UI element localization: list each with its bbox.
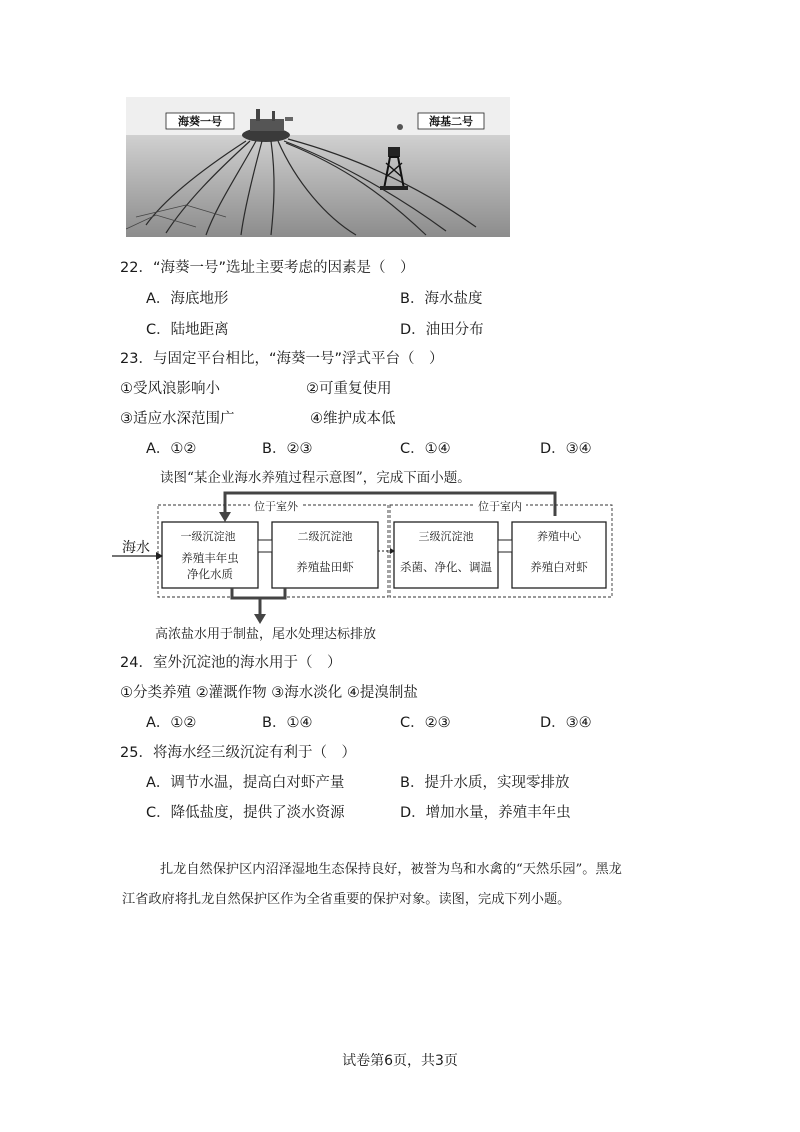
diagram-intro: 读图“某企业海水养殖过程示意图”，完成下面小题。 — [160, 470, 471, 486]
q22-option-d[interactable]: D．油田分布 — [400, 322, 484, 338]
q24-option-b[interactable]: B．①④ — [262, 715, 313, 731]
box3-body: 杀菌、净化、调温 — [400, 560, 492, 574]
box4-body: 养殖白对虾 — [530, 560, 588, 574]
photo-label-left: 海葵一号 — [178, 115, 222, 128]
question-25-stem: 25．将海水经三级沉淀有利于（ ） — [120, 745, 356, 761]
aquaculture-flow-diagram — [110, 470, 620, 630]
page-footer: 试卷第6页，共3页 — [342, 1053, 458, 1069]
box2-title: 二级沉淀池 — [297, 530, 353, 543]
q24-option-a[interactable]: A．①② — [146, 715, 197, 731]
question-24-stem: 24．室外沉淀池的海水用于（ ） — [120, 655, 342, 671]
box1-line2: 净化水质 — [187, 567, 233, 581]
photo-label-right: 海基二号 — [429, 115, 473, 128]
seawater-inlet-label: 海水 — [122, 540, 150, 556]
section-intro-line2: 江省政府将扎龙自然保护区作为全省重要的保护对象。读图，完成下列小题。 — [122, 892, 571, 907]
q24-statements: ①分类养殖 ②灌溉作物 ③海水淡化 ④提溴制盐 — [120, 685, 418, 701]
box3-title: 三级沉淀池 — [418, 530, 474, 543]
q24-option-c[interactable]: C．②③ — [400, 715, 451, 731]
q23-statement-3: ③适应水深范围广 — [120, 411, 235, 427]
question-23-stem: 23．与固定平台相比，“海葵一号”浮式平台（ ） — [120, 351, 444, 367]
q25-option-a[interactable]: A．调节水温，提高白对虾产量 — [146, 775, 345, 791]
box4-title: 养殖中心 — [537, 530, 581, 543]
q23-statement-2: ②可重复使用 — [306, 381, 392, 397]
q22-option-c[interactable]: C．陆地距离 — [146, 322, 229, 338]
q25-option-b[interactable]: B．提升水质，实现零排放 — [400, 775, 570, 791]
q25-option-c[interactable]: C．降低盐度，提供了淡水资源 — [146, 805, 345, 821]
question-22-stem: 22．“海葵一号”选址主要考虑的因素是（ ） — [120, 260, 415, 276]
q25-option-d[interactable]: D．增加水量，养殖丰年虫 — [400, 805, 571, 821]
zone-indoor-label: 位于室内 — [478, 500, 522, 513]
section-intro-line1: 扎龙自然保护区内沼泽湿地生态保持良好，被誉为鸟和水禽的“天然乐园”。黑龙 — [160, 862, 622, 877]
q23-statement-1: ①受风浪影响小 — [120, 381, 220, 397]
zone-outdoor-label: 位于室外 — [254, 500, 298, 513]
diagram-caption: 高浓盐水用于制盐，尾水处理达标排放 — [155, 627, 377, 642]
box1-title: 一级沉淀池 — [180, 530, 236, 543]
q22-option-a[interactable]: A．海底地形 — [146, 291, 229, 307]
q23-option-d[interactable]: D．③④ — [540, 441, 592, 457]
q24-option-d[interactable]: D．③④ — [540, 715, 592, 731]
q23-option-c[interactable]: C．①④ — [400, 441, 451, 457]
q23-option-a[interactable]: A．①② — [146, 441, 197, 457]
q23-option-b[interactable]: B．②③ — [262, 441, 313, 457]
q23-statement-4: ④维护成本低 — [310, 411, 396, 427]
box2-body: 养殖盐田虾 — [296, 560, 354, 574]
box1-line1: 养殖丰年虫 — [181, 551, 239, 565]
q22-option-b[interactable]: B．海水盐度 — [400, 291, 483, 307]
offshore-platform-photo — [126, 97, 510, 237]
